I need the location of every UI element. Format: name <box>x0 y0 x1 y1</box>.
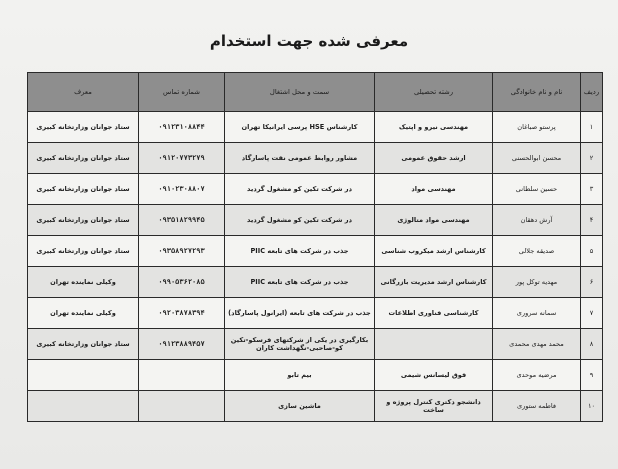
cell-job: جذب در شرکت های تابعه PIIC <box>225 236 375 267</box>
cell-phone <box>139 391 225 422</box>
cell-phone: ۰۹۳۵۸۹۲۷۲۹۳ <box>139 236 225 267</box>
cell-name: آرش دهقان <box>493 205 581 236</box>
cell-name: محسن ابوالحسنی <box>493 143 581 174</box>
cell-job: مشاور روابط عمومی نفت پاسارگاد <box>225 143 375 174</box>
cell-job: کارشناس HSE پرسی ایرانیکا تهران <box>225 112 375 143</box>
cell-job: در شرکت تکین کو مشغول گردید <box>225 174 375 205</box>
cell-name: مهدیه توکل پور <box>493 267 581 298</box>
cell-row-number: ۵ <box>581 236 603 267</box>
table-row <box>28 360 603 391</box>
cell-phone: ۰۹۹۰۵۳۶۲۰۸۵ <box>139 267 225 298</box>
cell-name: حسین سلطانی <box>493 174 581 205</box>
table-row <box>28 174 603 205</box>
cell-name: صدیقه جلالی <box>493 236 581 267</box>
cell-job: جذب در شرکت های تابعه PIIC <box>225 267 375 298</box>
cell-referrer <box>28 360 139 391</box>
cell-field: دانشجو دکتری کنترل پروژه و ساخت <box>375 391 493 422</box>
header-job: سمت و محل اشتغال <box>225 73 375 112</box>
cell-referrer: وکیلی نماینده تهران <box>28 298 139 329</box>
header-row-number: ردیف <box>581 73 603 112</box>
table-row <box>28 267 603 298</box>
cell-referrer <box>28 391 139 422</box>
cell-field: کارشناس ارشد میکروب شناسی <box>375 236 493 267</box>
cell-phone: ۰۹۱۲۰۷۷۳۲۷۹ <box>139 143 225 174</box>
table-row <box>28 236 603 267</box>
header-name: نام و نام خانوادگی <box>493 73 581 112</box>
cell-name: محمد مهدی محمدی <box>493 329 581 360</box>
cell-job: جذب در شرکت های تابعه (ایرانول پاسارگاد) <box>225 298 375 329</box>
cell-name: سمانه سروری <box>493 298 581 329</box>
cell-referrer: وکیلی نماینده تهران <box>28 267 139 298</box>
table-row <box>28 329 603 360</box>
cell-phone: ۰۹۲۰۳۸۷۸۳۹۴ <box>139 298 225 329</box>
table-row <box>28 112 603 143</box>
cell-job: در شرکت تکین کو مشغول گردید <box>225 205 375 236</box>
cell-referrer: ستاد جوانان وزارتخانه کبیری <box>28 112 139 143</box>
cell-field: فوق لیسانس شیمی <box>375 360 493 391</box>
cell-phone: ۰۹۳۵۱۸۲۹۹۴۵ <box>139 205 225 236</box>
header-phone: شماره تماس <box>139 73 225 112</box>
cell-phone <box>139 360 225 391</box>
header-field: رشته تحصیلی <box>375 73 493 112</box>
page-title: معرفی شده جهت استخدام <box>209 32 409 50</box>
cell-field <box>375 329 493 360</box>
table-row <box>28 143 603 174</box>
cell-row-number: ۱ <box>581 112 603 143</box>
table-row <box>28 298 603 329</box>
employment-table <box>27 72 603 422</box>
cell-row-number: ۶ <box>581 267 603 298</box>
cell-field: کارشناس ارشد مدیریت بازرگانی <box>375 267 493 298</box>
cell-row-number: ۴ <box>581 205 603 236</box>
cell-field: ارشد حقوق عمومی <box>375 143 493 174</box>
cell-row-number: ۳ <box>581 174 603 205</box>
cell-name: پرستو صباغان <box>493 112 581 143</box>
header-referrer: معرف <box>28 73 139 112</box>
cell-field: کارشناسی فناوری اطلاعات <box>375 298 493 329</box>
table-header-row <box>28 73 603 112</box>
cell-referrer: ستاد جوانان وزارتخانه کبیری <box>28 236 139 267</box>
cell-job: ماشین سازی <box>225 391 375 422</box>
cell-field: مهندسی مواد <box>375 174 493 205</box>
cell-name: فاطمه ستوری <box>493 391 581 422</box>
cell-job: بیم تابو <box>225 360 375 391</box>
cell-row-number: ۲ <box>581 143 603 174</box>
cell-row-number: ۸ <box>581 329 603 360</box>
cell-referrer: ستاد جوانان وزارتخانه کبیری <box>28 143 139 174</box>
table-row <box>28 391 603 422</box>
cell-row-number: ۹ <box>581 360 603 391</box>
cell-name: مرضیه موحدی <box>493 360 581 391</box>
cell-phone: ۰۹۱۲۳۱۰۸۸۴۴ <box>139 112 225 143</box>
cell-job: بکارگیری در یکی از شرکتهای فرسکو-تکین کو-صاحبی-نگهداشت کاران <box>225 329 375 360</box>
cell-row-number: ۱۰ <box>581 391 603 422</box>
cell-referrer: ستاد جوانان وزارتخانه کبیری <box>28 329 139 360</box>
cell-referrer: ستاد جوانان وزارتخانه کبیری <box>28 174 139 205</box>
cell-field: مهندسی مواد متالوژی <box>375 205 493 236</box>
cell-phone: ۰۹۱۰۲۳۰۸۸۰۷ <box>139 174 225 205</box>
cell-referrer: ستاد جوانان وزارتخانه کبیری <box>28 205 139 236</box>
table-row <box>28 205 603 236</box>
cell-row-number: ۷ <box>581 298 603 329</box>
cell-field: مهندسی نیرو و اپتیک <box>375 112 493 143</box>
cell-phone: ۰۹۱۲۳۸۸۹۴۵۷ <box>139 329 225 360</box>
